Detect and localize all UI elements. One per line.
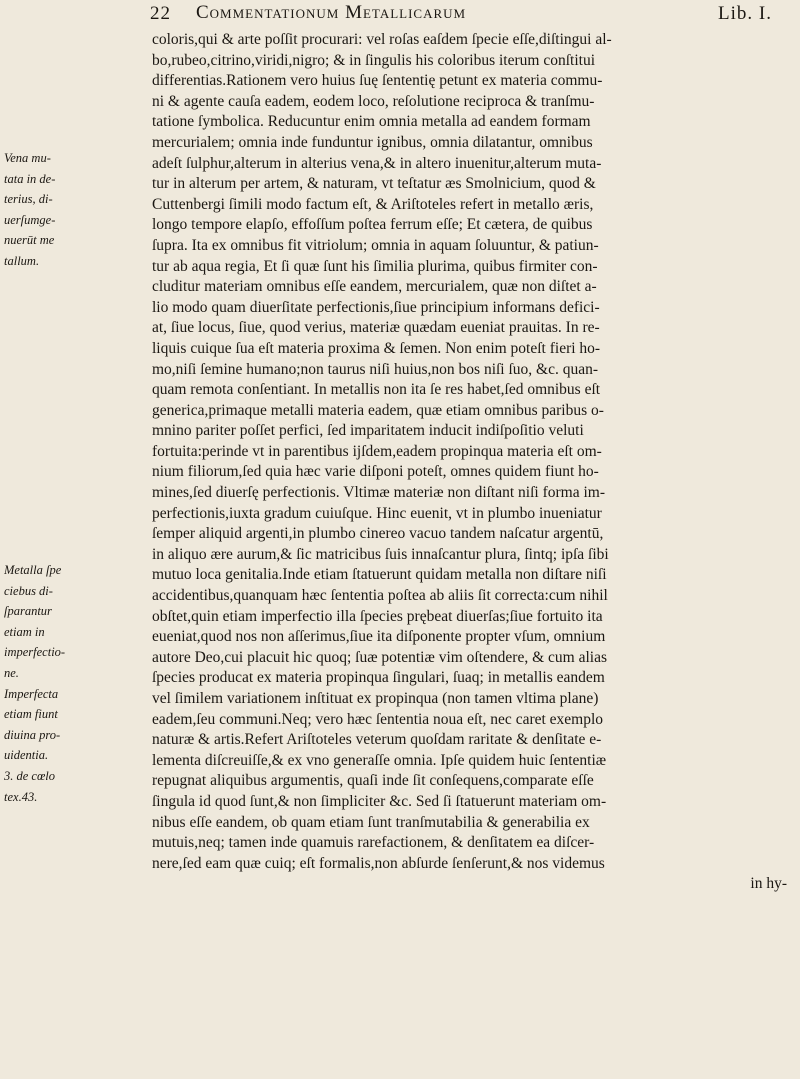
text-line: mnino pariter poſſet perfici, ſed imparitatem inducit indiſpoſitio veluti (152, 422, 584, 440)
text-line: nibus eſſe eandem, ob quam etiam ſunt tranſmutabilia & generabilia ex (152, 813, 590, 831)
text-line: accidentibus,quanquam hæc ſententia poſtea ab aliis ſit correcta:cum nihil (152, 587, 608, 605)
text-line: perfectionis,iuxta gradum cuiuſque. Hinc euenit, vt in plumbo inueniatur (152, 504, 602, 522)
text-line: autore Deo,cui placuit hic quoq; ſuæ potentiæ vim oſtendere, & cum alias (152, 648, 607, 666)
text-line: mines,ſed diuerſę perfectionis. Vltimæ materiæ non diſtant niſi forma im- (152, 484, 605, 502)
text-line: adeſt ſulphur,alterum in alterius vena,& in altero inuenitur,alterum muta- (152, 154, 602, 172)
text-line: Cuttenbergi ſimili modo factum eſt, & Ariſtoteles refert in metallo æris, (152, 195, 594, 213)
margin-note-vena-mutata (4, 148, 140, 272)
text-line: vel ſimilem variationem inſtituat ex propinqua (non tamen vltima plane) (152, 690, 599, 707)
margin-note-line: uidentia. (4, 748, 49, 763)
page-number: 22 (150, 3, 171, 24)
margin-note-line: imperfectio- (4, 645, 66, 660)
text-line: obſtet,quin etiam imperfectio illa ſpecies prębeat diuerſas;ſiue fortuito ita (152, 607, 603, 625)
text-line: cluditur materiam omnibus eſſe eandem, mercurialem, quæ non diſtet a- (152, 278, 597, 296)
margin-note-line: Vena mu- (4, 151, 51, 165)
text-line: bo,rubeo,citrino,viridi,nigro; & in ſingulis his coloribus iterum conſtitui (152, 51, 595, 69)
text-line: generica,primaque metalli materia eadem, quæ etiam omnibus paribus o- (152, 401, 604, 419)
text-line: nium filiorum,ſed quia hæc varie diſponi poteſt, omnes quidem fiunt ho- (152, 463, 599, 481)
text-line: ſupra. Ita ex omnibus fit vitriolum; omnia in aquam ſoluuntur, & patiun- (152, 236, 599, 254)
text-line: ſpecies producat ex materia propinqua ſingulari, ſuaq; in metallis eandem (152, 669, 605, 687)
margin-note-line: uerſumge- (4, 212, 56, 227)
margin-note-line: tata in de- (4, 171, 56, 186)
text-line: mutuo loca genitalia.Inde etiam ſtatuerunt quidam metalla non diſtare niſi (152, 566, 607, 584)
catchword-line: in hy- (750, 875, 787, 893)
margin-note-line: diuina pro- (4, 727, 61, 742)
text-line: at, ſiue locus, ſiue, quod verius, materiæ quædam eueniat prauitas. In re- (152, 319, 600, 337)
text-line: ni & agente cauſa eadem, eodem loco, reſolutione reciproca & tranſmu- (152, 92, 595, 110)
text-line: differentias.Rationem vero huius ſuę ſententię petunt ex materia commu- (152, 72, 603, 90)
margin-note-line: ne. (4, 665, 19, 680)
text-line: mercurialem; omnia inde funduntur ignibus, omnia dilatantur, omnibus (152, 133, 593, 151)
running-header (150, 0, 790, 30)
margin-note-line: tex.43. (4, 789, 38, 804)
text-line: lementa diſcreuiſſe,& ex vno generaſſe omnia. Ipſe quidem huic ſententiæ (152, 751, 607, 769)
text-line: fortuita:perinde vt in parentibus ijſdem,eadem propinqua materia eſt om- (152, 442, 602, 460)
margin-note-line: tallum. (4, 253, 40, 268)
text-line: coloris,qui & arte poſſit procurari: vel roſas eaſdem ſpecie eſſe,diſtingui al- (152, 31, 612, 48)
text-line: lio modo quam diuerſitate perfectionis,ſiue principium informans defici- (152, 298, 600, 316)
text-line: tur ab aqua regia, Et ſi quæ ſunt his ſimilia plurima, quibus firmiter con- (152, 257, 598, 275)
text-line: ſingula id quod ſunt,& non ſimpliciter &c. Sed ſi ſtatuerunt materiam om- (152, 792, 607, 810)
text-line: repugnat aliquibus argumentis, quaſi inde ſit conſequens,comparate eſſe (152, 772, 594, 790)
margin-note-line: nuerūt me (4, 233, 55, 248)
text-line: tatione ſymbolica. Reducuntur enim omnia metalla ad eandem formam (152, 113, 591, 131)
book-label: Lib. I. (718, 3, 772, 24)
text-line: eadem,ſeu communi.Neq; vero hæc ſententia noua eſt, nec caret exemplo (152, 710, 604, 728)
margin-note-line: terius, di- (4, 192, 53, 207)
text-line: naturæ & artis.Refert Ariſtoteles veterum quoſdam raritate & denſitate e- (152, 731, 602, 749)
text-line: mo,niſi ſemine humano;non taurus niſi huius,non bos niſi ſuo, &c. quan- (152, 360, 599, 378)
text-line: tur in alterum per artem, & naturam, vt teſtatur æs Smolnicium, quod & (152, 175, 596, 193)
margin-note-line: etiam fiunt (4, 707, 58, 722)
margin-note-metalla-speciebus (4, 560, 140, 807)
margin-note-line: Imperfecta (4, 686, 59, 701)
running-title: Commentationum Metallicarum (196, 2, 467, 23)
text-line: ſemper aliquid argenti,in plumbo cinereo vacuo tandem naſcatur argentū, (152, 525, 604, 543)
margin-note-line: ſparantur (4, 604, 52, 619)
text-line: nere,ſed eam quæ cuiq; eſt formalis,non abſurde ſenſerunt,& nos videmus (152, 854, 605, 872)
text-line: eueniat,quod nos non aſſerimus,ſiue ita diſponente propter vſum, omnium (152, 628, 606, 646)
margin-note-line: ciebus di- (4, 583, 53, 598)
text-line: in aliquo ære aurum,& ſic matricibus ſuis innaſcantur plura, ſintq; ipſa ſibi (152, 545, 609, 563)
main-text-block (152, 30, 787, 895)
margin-note-line: Metalla ſpe (4, 563, 62, 577)
margin-note-line: etiam in (4, 624, 45, 639)
text-line: quam remota conſentiant. In metallis non ita ſe res habet,ſed omnibus eſt (152, 381, 601, 399)
margin-note-line: 3. de cœlo (4, 768, 56, 783)
text-line: longo tempore elapſo, effoſſum poſtea ferrum eſſe; Et cætera, de quibus (152, 216, 593, 234)
text-line: liquis cuique ſua eſt materia proxima & ſemen. Non enim poteſt fieri ho- (152, 339, 601, 357)
text-line: mutuis,neq; tamen inde quamuis rarefactionem, & denſitatem ea diſcer- (152, 834, 595, 852)
